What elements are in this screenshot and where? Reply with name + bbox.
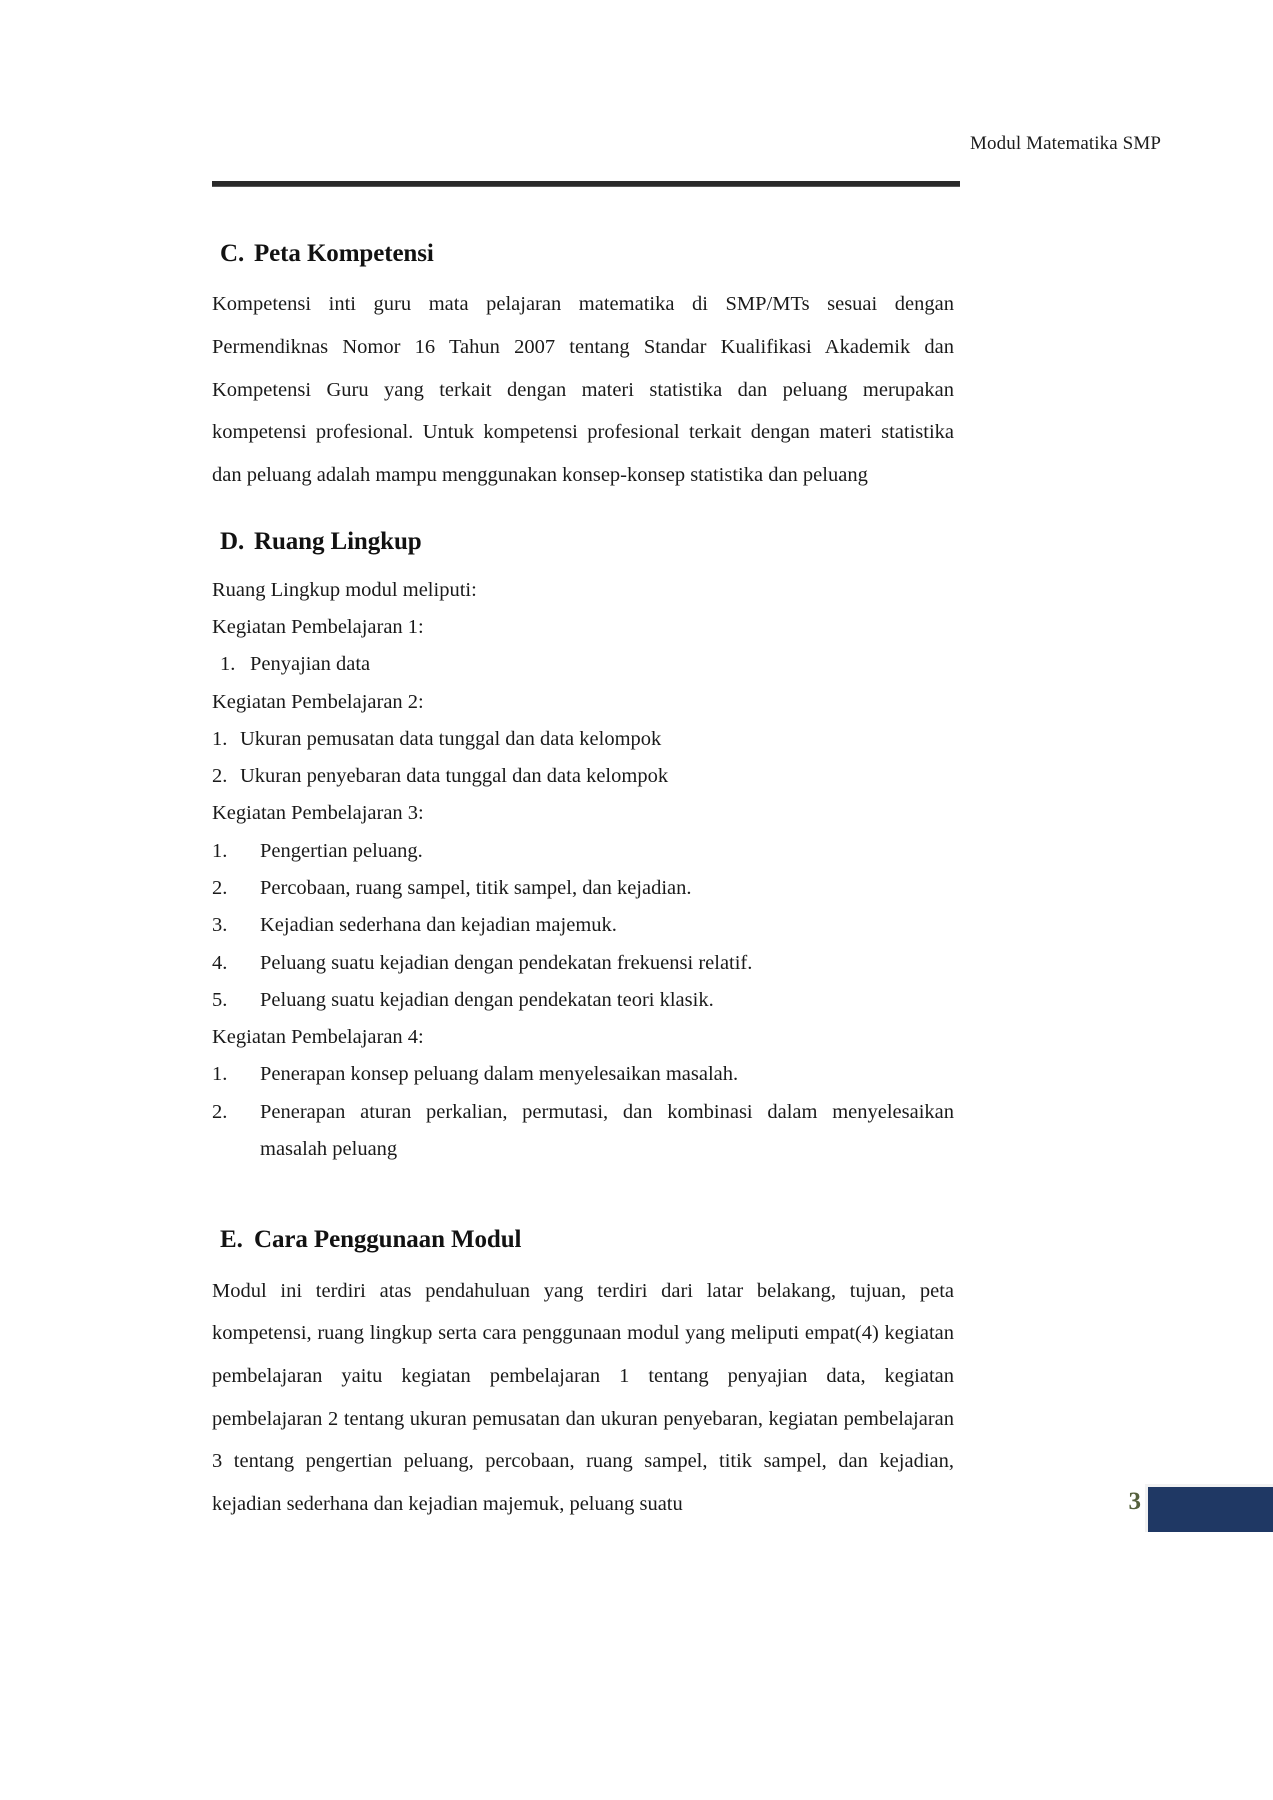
list-item [212, 1056, 954, 1093]
paragraph-cara-penggunaan-modul: Modul ini terdiri atas pendahuluan yang terdiri dari latar belakang, tujuan, peta kompetensi, ruang lingkup serta cara penggunaan modul yang meliputi empat(4) kegiatan pembelajaran yaitu kegiatan pembelajaran 1 tentang penyajian data, kegiatan pembelajaran 2 tentang ukuran pemusatan dan ukuran penyebaran, kegiatan pembelajaran 3 tentang pengertian peluang, percobaan, ruang sampel, titik sampel, dan kejadian, kejadian sederhana dan kejadian majemuk, peluang suatu [212, 1279, 954, 1515]
section-cara-penggunaan-modul [212, 1224, 954, 1525]
paragraph-peta-kompetensi: Kompetensi inti guru mata pelajaran matematika di SMP/MTs sesuai dengan Permendiknas Nomor 16 Tahun 2007 tentang Standar Kualifikasi Akademik dan Kompetensi Guru yang terkait dengan materi statistika dan peluang merupakan kompetensi profesional. Untuk kompetensi profesional terkait dengan materi statistika dan peluang adalah mampu menggunakan konsep-konsep statistika dan peluang [212, 293, 954, 486]
list-item-text: Penerapan aturan perkalian, permutasi, dan kombinasi dalam menyelesaikan masalah peluang [260, 1100, 954, 1161]
list-item [212, 721, 954, 758]
group-label-kp4: Kegiatan Pembelajaran 4: [212, 1026, 424, 1049]
list-item-text: Percobaan, ruang sampel, titik sampel, dan kejadian. [260, 877, 692, 899]
list-kp3 [212, 833, 954, 1019]
spacer [212, 496, 954, 526]
section-title-c: Peta Kompetensi [254, 240, 434, 267]
group-label-kp1: Kegiatan Pembelajaran 1: [212, 615, 424, 638]
list-item-text: Penyajian data [250, 653, 371, 676]
list-item-text: Pengertian peluang. [260, 839, 423, 862]
list-item [212, 833, 954, 870]
section-peta-kompetensi [212, 238, 954, 496]
list-item-number: 2. [212, 765, 228, 788]
page-header [212, 132, 1161, 187]
heading-ruang-lingkup [212, 526, 954, 557]
list-item-number: 1. [212, 1063, 228, 1086]
list-item [212, 646, 954, 683]
list-item-number: 4. [212, 951, 228, 974]
section-ruang-lingkup [212, 526, 954, 1168]
corner-decoration-block [1145, 1484, 1273, 1532]
section-letter-c: C. [220, 240, 245, 267]
list-item [212, 1094, 954, 1169]
list-item [212, 870, 954, 907]
section-letter-e: E. [220, 1226, 243, 1254]
list-item-text: Ukuran pemusatan data tunggal dan data kelompok [240, 727, 662, 750]
list-kp2 [212, 721, 954, 796]
ruang-lingkup-intro: Ruang Lingkup modul meliputi: [212, 578, 477, 601]
section-title-d: Ruang Lingkup [254, 528, 422, 556]
spacer [212, 1168, 954, 1224]
group-label-kp2: Kegiatan Pembelajaran 2: [212, 690, 424, 713]
list-kp4 [212, 1056, 954, 1168]
list-item [212, 982, 954, 1019]
heading-peta-kompetensi [212, 238, 954, 269]
list-item [212, 907, 954, 944]
list-item-number: 2. [212, 877, 228, 899]
header-divider-rule [212, 181, 960, 187]
list-kp1 [212, 646, 954, 683]
list-item-number: 1. [212, 839, 228, 862]
group-label-kp3: Kegiatan Pembelajaran 3: [212, 802, 424, 825]
list-item-number: 1. [220, 653, 236, 676]
list-item-number: 3. [212, 914, 228, 937]
page-number: 3 [1128, 1488, 1141, 1515]
list-item [212, 758, 954, 795]
list-item-text: Peluang suatu kejadian dengan pendekatan teori klasik. [260, 988, 714, 1011]
content-column [212, 238, 954, 1525]
list-item-text: Ukuran penyebaran data tunggal dan data kelompok [240, 765, 669, 788]
list-item-number: 2. [212, 1100, 228, 1123]
list-item-number: 5. [212, 988, 228, 1011]
section-title-e: Cara Penggunaan Modul [254, 1226, 522, 1254]
running-header-text: Modul Matematika SMP [970, 133, 1161, 154]
heading-cara-penggunaan-modul [212, 1224, 954, 1255]
section-letter-d: D. [220, 528, 245, 556]
list-item-text: Penerapan konsep peluang dalam menyelesaikan masalah. [260, 1063, 739, 1086]
list-item-text: Peluang suatu kejadian dengan pendekatan frekuensi relatif. [260, 951, 753, 974]
list-item [212, 945, 954, 982]
list-item-text: Kejadian sederhana dan kejadian majemuk. [260, 914, 617, 937]
list-item-number: 1. [212, 727, 228, 750]
